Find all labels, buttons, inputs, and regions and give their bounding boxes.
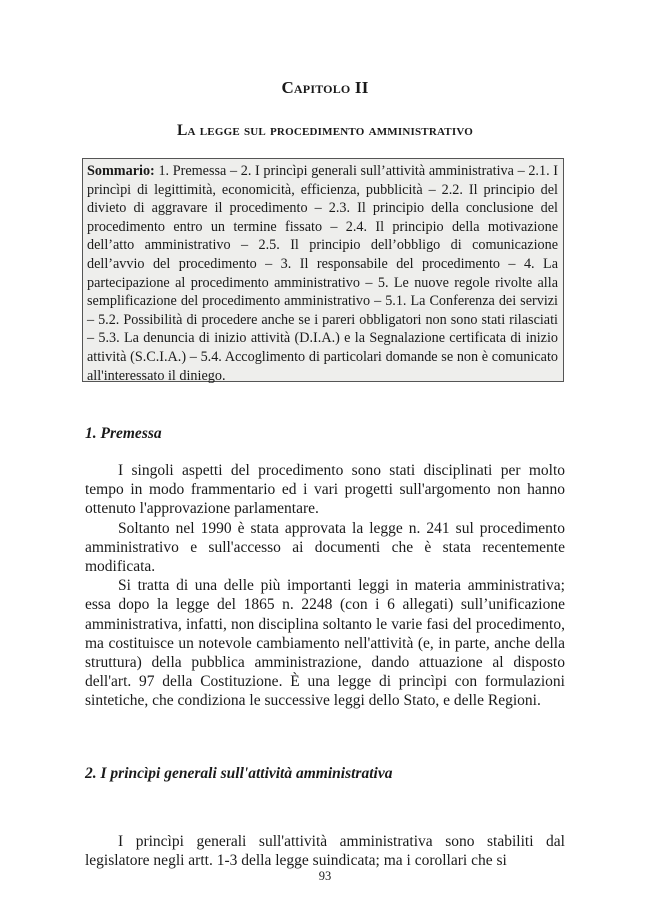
paragraph: Soltanto nel 1990 è stata approvata la legge n. 241 sul procedimento amministrativo e sull'accesso ai documenti che è stata recentemente modificata. bbox=[85, 519, 565, 576]
summary-label: Sommario: bbox=[87, 163, 155, 179]
paragraph: I singoli aspetti del procedimento sono stati disciplinati per molto tempo in modo frammentario ed i vari progetti sull'argomento non hanno ottenuto l'approvazione parlamentare. bbox=[85, 462, 565, 518]
section-body-principi-generali bbox=[85, 832, 565, 870]
summary-text: 1. Premessa – 2. I princìpi generali sull’attività amministrativa – 2.1. I princìpi di legittimità, economicità, efficienza, pubblicità – 2.2. Il principio del divieto di aggravare il procedimento – 2.3. Il principio della conclusione del procedimento entro un termine fissato – 2.4. Il principio della motivazione dell’atto amministrativo – 2.5. Il principio dell’obbligo di comunicazione dell’avvio del procedimento – 3. Il responsabile del procedimento – 4. La partecipazione al procedimento amministrativo – 5. Le nuove regole rivolte alla semplificazione del procedimento amministrativo – 5.1. La Conferenza dei servizi – 5.2. Possibilità di procedere anche se i pareri obbligatori non sono stati rilasciati – 5.3. La denuncia di inizio attività (D.I.A.) e la Segnalazione certificata di inizio attività (S.C.I.A.) – 5.4. Accoglimento di particolari domande se non è comunicato all'interessato il diniego. bbox=[87, 163, 558, 384]
paragraph: Si tratta di una delle più importanti leggi in materia amministrativa; essa dopo la legge del 1865 n. 2248 (con i 6 allegati) sull’unificazione amministrativa, infatti, non disciplina soltanto le varie fasi del procedimento, ma costituisce un notevole cambiamento nell'attività (e, in parte, anche della struttura) della pubblica amministrazione, dando attuazione al disposto dell'art. 97 della Costituzione. È una legge di princìpi con formulazioni sintetiche, che condiziona le successive leggi dello Stato, e delle Regioni. bbox=[85, 577, 565, 710]
chapter-title: Capitolo II bbox=[281, 78, 369, 97]
chapter-subtitle: La legge sul procedimento amministrativo bbox=[176, 122, 474, 139]
section-heading-premessa: 1. Premessa bbox=[85, 425, 162, 442]
summary-box bbox=[82, 158, 564, 382]
paragraph: I princìpi generali sull'attività amministrativa sono stabiliti dal legislatore negli artt. 1-3 della legge suindicata; ma i corollari che si bbox=[85, 833, 565, 870]
section-heading-principi-generali: 2. I princìpi generali sull'attività amministrativa bbox=[85, 765, 393, 782]
page-number: 93 bbox=[318, 869, 332, 883]
section-body-premessa bbox=[85, 461, 565, 711]
